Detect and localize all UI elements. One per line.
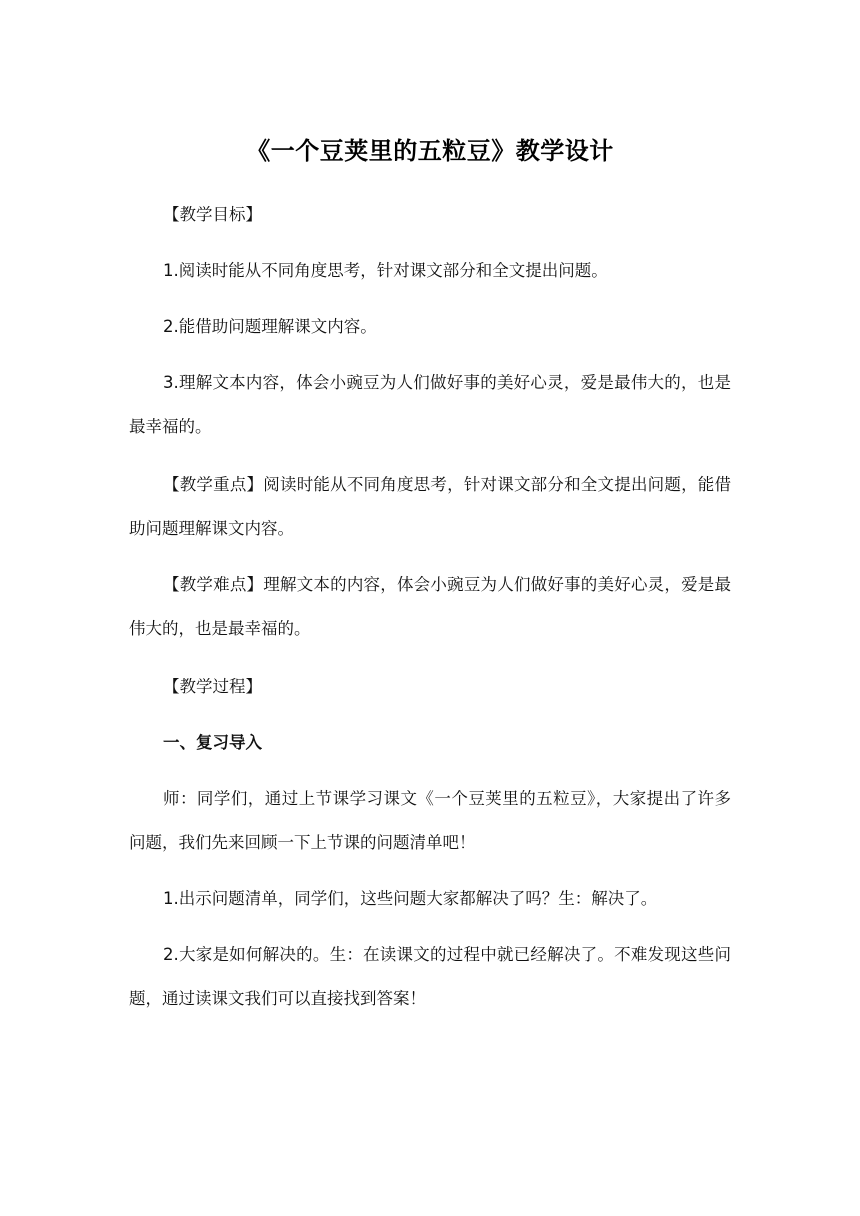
section-heading-review: 一、复习导入 — [163, 733, 262, 752]
goal-item-1: 1.阅读时能从不同角度思考，针对课文部分和全文提出问题。 — [163, 261, 608, 280]
difficult-points-paragraph: 【教学难点】理解文本的内容，体会小豌豆为人们做好事的美好心灵，爱是最伟大的，也是最幸福的。 — [129, 575, 731, 638]
process-step-1: 1.出示问题清单，同学们，这些问题大家都解决了吗？生：解决了。 — [163, 889, 658, 908]
key-points-paragraph: 【教学重点】阅读时能从不同角度思考，针对课文部分和全文提出问题，能借助问题理解课文内容。 — [129, 475, 731, 538]
document-title: 《一个豆荚里的五粒豆》教学设计 — [246, 137, 614, 165]
section-label-teaching-process: 【教学过程】 — [163, 677, 262, 696]
goal-item-3: 3.理解文本内容，体会小豌豆为人们做好事的美好心灵，爱是最伟大的，也是最幸福的。 — [129, 373, 731, 436]
teacher-intro-paragraph: 师：同学们，通过上节课学习课文《一个豆荚里的五粒豆》，大家提出了许多问题，我们先来回顾一下上节课的问题清单吧！ — [129, 789, 731, 852]
section-label-teaching-goals: 【教学目标】 — [163, 205, 262, 224]
process-step-2: 2.大家是如何解决的。生：在读课文的过程中就已经解决了。不难发现这些问题，通过读课文我们可以直接找到答案！ — [129, 945, 731, 1008]
goal-item-2: 2.能借助问题理解课文内容。 — [163, 317, 377, 336]
